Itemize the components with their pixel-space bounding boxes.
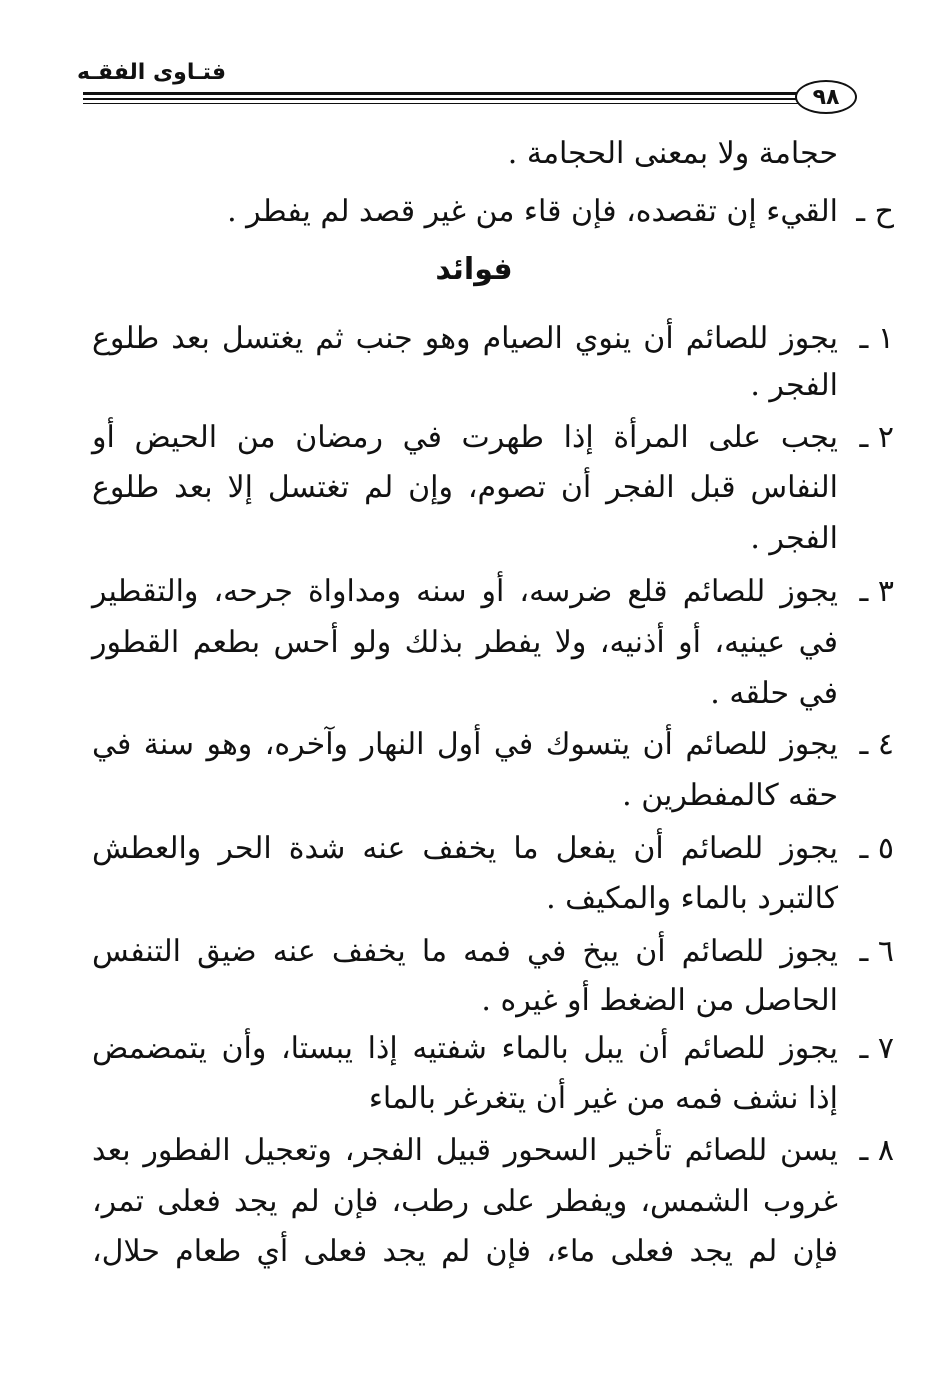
item-text: القيء إن تقصده، فإن قاء من غير قصد لم يفطر .	[227, 194, 838, 229]
benefit-line: يسن للصائم تأخير السحور قبيل الفجر، وتعجيل الفطور بعد	[92, 1133, 838, 1168]
benefit-line: يجوز للصائم أن ينوي الصيام وهو جنب ثم يغتسل بعد طلوع	[92, 321, 838, 356]
running-title: فتـاوى الفقـه	[77, 60, 226, 85]
benefit-line: الفجر .	[750, 521, 838, 556]
benefit-line: يجوز للصائم قلع ضرسه، أو سنه ومداواة جرحه، والتقطير	[92, 574, 838, 609]
benefit-marker: ٦ ـ	[859, 934, 894, 969]
header-rule	[83, 98, 798, 100]
page-number: ٩٨	[812, 84, 840, 110]
section-heading: فوائد	[435, 252, 513, 287]
benefit-line: حقه كالمفطرين .	[622, 778, 838, 813]
benefit-line: يجوز للصائم أن يتسوك في أول النهار وآخره، وهو سنة في	[92, 727, 838, 762]
page-number-badge	[795, 80, 857, 114]
benefit-marker: ٤ ـ	[859, 727, 894, 762]
benefit-line: يجب على المرأة إذا طهرت في رمضان من الحيض أو	[92, 420, 838, 455]
header-rule	[83, 103, 798, 104]
benefit-line: في حلقه .	[710, 676, 838, 711]
benefit-marker: ٨ ـ	[859, 1133, 894, 1168]
item-marker: ح ـ	[856, 194, 894, 229]
benefit-line: يجوز للصائم أن يبل بالماء شفتيه إذا يبستا، وأن يتمضمض	[92, 1031, 838, 1066]
benefit-line: غروب الشمس، ويفطر على رطب، فإن لم يجد فعلى تمر،	[92, 1184, 838, 1219]
benefit-marker: ٥ ـ	[859, 831, 894, 866]
benefit-line: إذا نشف فمه من غير أن يتغرغر بالماء	[368, 1081, 838, 1116]
benefit-line: الفجر .	[750, 368, 838, 403]
benefit-line: يجوز للصائم أن يفعل ما يخفف عنه شدة الحر والعطش	[92, 831, 838, 866]
benefit-line: فإن لم يجد فعلى ماء، فإن لم يجد فعلى أي طعام حلال،	[92, 1234, 838, 1269]
benefit-line: يجوز للصائم أن يبخ في فمه ما يخفف عنه ضيق التنفس	[92, 934, 838, 969]
benefit-marker: ١ ـ	[859, 321, 894, 356]
continuation-line: حجامة ولا بمعنى الحجامة .	[507, 136, 838, 171]
benefit-marker: ٢ ـ	[859, 420, 894, 455]
benefit-marker: ٧ ـ	[859, 1031, 894, 1066]
benefit-line: النفاس قبل الفجر أن تصوم، وإن لم تغتسل إلا بعد طلوع	[92, 470, 838, 505]
benefit-marker: ٣ ـ	[859, 574, 894, 609]
benefit-line: كالتبرد بالماء والمكيف .	[546, 881, 838, 916]
benefit-line: الحاصل من الضغط أو غيره .	[481, 983, 838, 1018]
benefit-line: في عينيه، أو أذنيه، ولا يفطر بذلك ولو أحس بطعم القطور	[92, 625, 838, 660]
header-rule	[83, 92, 798, 95]
